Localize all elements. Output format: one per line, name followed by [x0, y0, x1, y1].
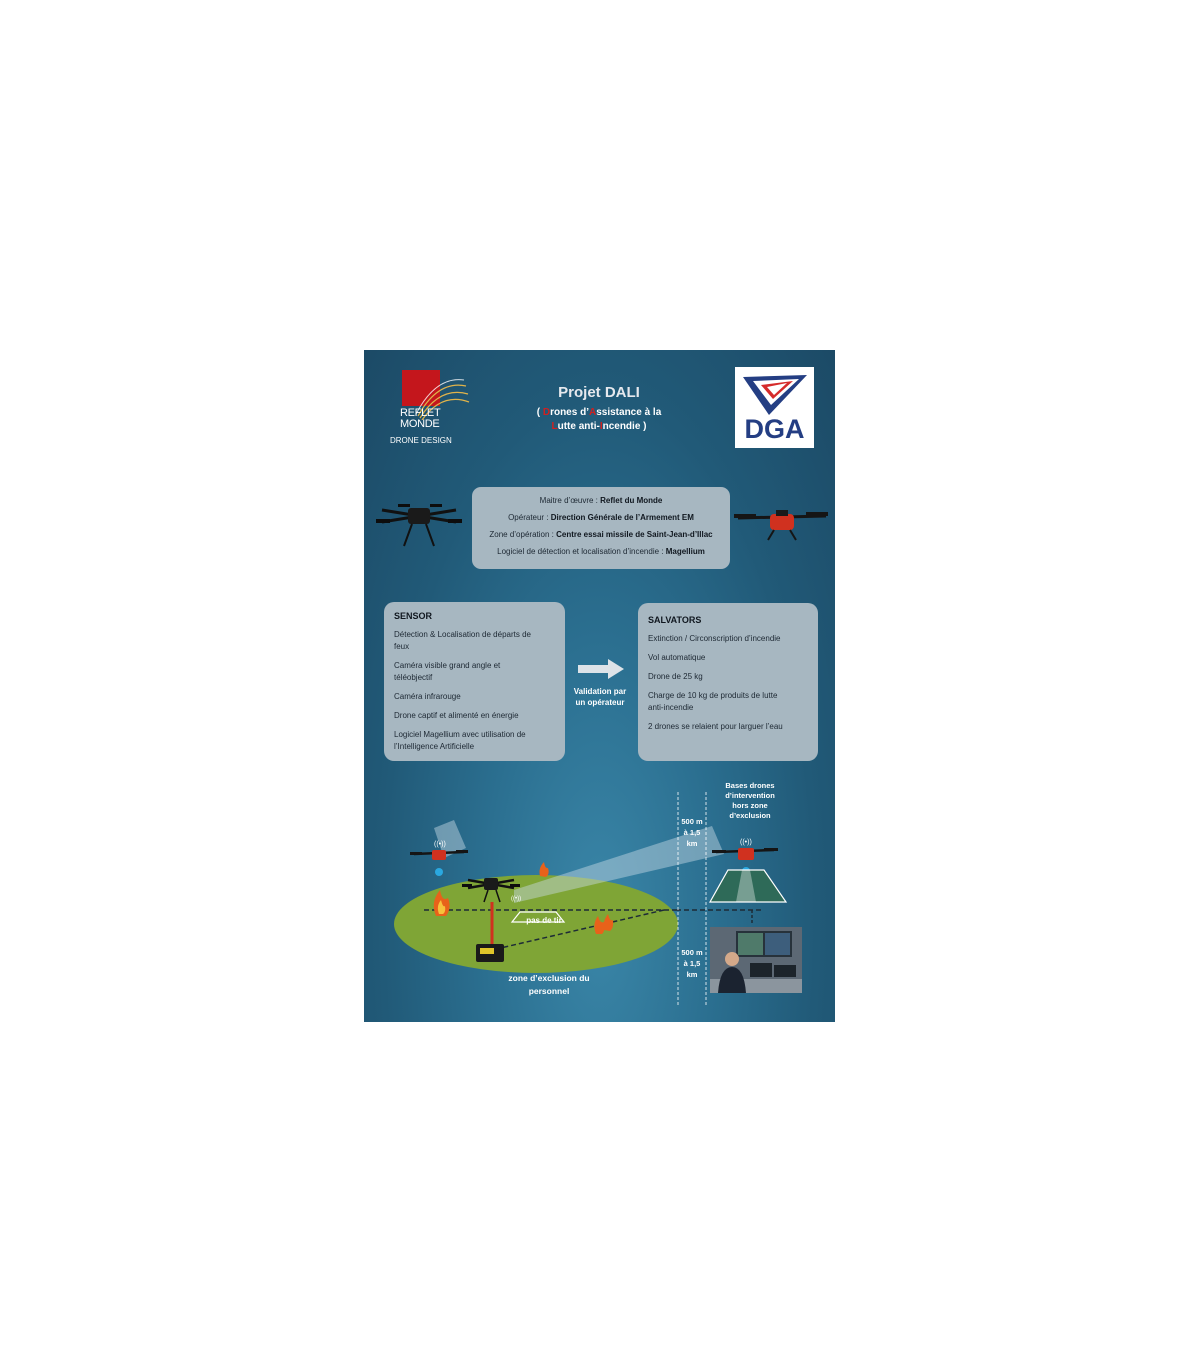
subtitle-open: ( — [536, 407, 543, 418]
zone-line: personnel — [528, 986, 570, 996]
subtitle-i-rest: ncendie ) — [602, 421, 647, 432]
poster — [364, 350, 835, 1022]
info-label: Opérateur : — [508, 513, 551, 522]
dga-logo-text: DGA — [744, 414, 805, 444]
page-title: Projet DALI — [558, 384, 640, 401]
sensor-item: l’Intelligence Artificielle — [394, 742, 475, 751]
salvator-drone-left-icon — [410, 850, 468, 876]
info-value: Reflet du Monde — [600, 496, 663, 505]
validation-line: Validation par — [573, 687, 627, 696]
info-label: Zone d’opération : — [489, 530, 557, 539]
logo-line-3: DRONE DESIGN — [390, 436, 452, 445]
distance-bottom-label — [677, 947, 707, 980]
salvators-item: Extinction / Circonscription d’incendie — [648, 634, 781, 643]
salvators-item: Vol automatique — [648, 653, 706, 662]
antenna-icon: ((•)) — [740, 839, 752, 846]
distance-top-label — [677, 816, 707, 849]
sensor-title: SENSOR — [394, 611, 433, 621]
validation-line: un opérateur — [575, 698, 625, 707]
sensor-item: Logiciel Magellium avec utilisation de — [394, 730, 526, 739]
salvators-item: Charge de 10 kg de produits de lutte — [648, 691, 778, 700]
pas-de-tir-label: pas de tir — [526, 916, 562, 925]
control-room-illustration — [710, 927, 802, 993]
salvators-title: SALVATORS — [648, 615, 702, 625]
zone-label — [474, 972, 624, 998]
operation-scene — [364, 350, 835, 1022]
subtitle-i: I — [599, 421, 603, 432]
fire-icon — [540, 862, 549, 877]
control-room-image — [710, 927, 802, 993]
info-value: Magellium — [665, 547, 705, 556]
antenna-icon: ((•)) — [511, 896, 522, 902]
bases-line: hors zone — [732, 801, 768, 810]
salvators-item: 2 drones se relaient pour larguer l’eau — [648, 722, 783, 731]
info-label: Maitre d’œuvre : — [539, 496, 601, 505]
distance-line: à 1,5 — [683, 959, 701, 968]
info-value: Centre essai missile de Saint-Jean-d’Illac — [556, 530, 713, 539]
ground-station-icon — [476, 944, 504, 962]
distance-line: à 1,5 — [683, 828, 701, 837]
salvators-item: Drone de 25 kg — [648, 672, 703, 681]
zone-line: zone d’exclusion du — [508, 973, 590, 983]
logo-line-1: REFLET — [400, 407, 441, 419]
distance-line: km — [686, 970, 698, 979]
bases-line: d’exclusion — [729, 811, 771, 820]
bases-line: d’intervention — [725, 791, 775, 800]
sensor-item: Caméra visible grand angle et — [394, 661, 501, 670]
distance-line: 500 m — [681, 817, 703, 826]
antenna-icon: ((•)) — [434, 841, 446, 848]
salvators-item: anti-incendie — [648, 703, 694, 712]
bases-line: Bases drones — [725, 781, 775, 790]
sensor-item: feux — [394, 642, 410, 651]
subtitle-l-rest: utte anti- — [557, 421, 600, 432]
distance-line: 500 m — [681, 948, 703, 957]
sensor-item: Caméra infrarouge — [394, 692, 461, 701]
subtitle-d: D — [542, 407, 551, 418]
bases-label — [716, 781, 784, 821]
sensor-item: Drone captif et alimenté en énergie — [394, 711, 519, 720]
sensor-item: Détection & Localisation de départs de — [394, 630, 531, 639]
logo-line-2: MONDE — [400, 418, 440, 430]
info-label: Logiciel de détection et localisation d’incendie : — [497, 547, 666, 556]
distance-line: km — [686, 839, 698, 848]
info-value: Direction Générale de l’Armement EM — [550, 513, 694, 522]
sensor-item: téléobjectif — [394, 673, 433, 682]
subtitle-a-rest: ssistance à la — [596, 407, 662, 418]
subtitle-l: L — [551, 421, 558, 432]
subtitle-d-rest: rones d’ — [550, 407, 589, 418]
subtitle-a: A — [588, 407, 597, 418]
